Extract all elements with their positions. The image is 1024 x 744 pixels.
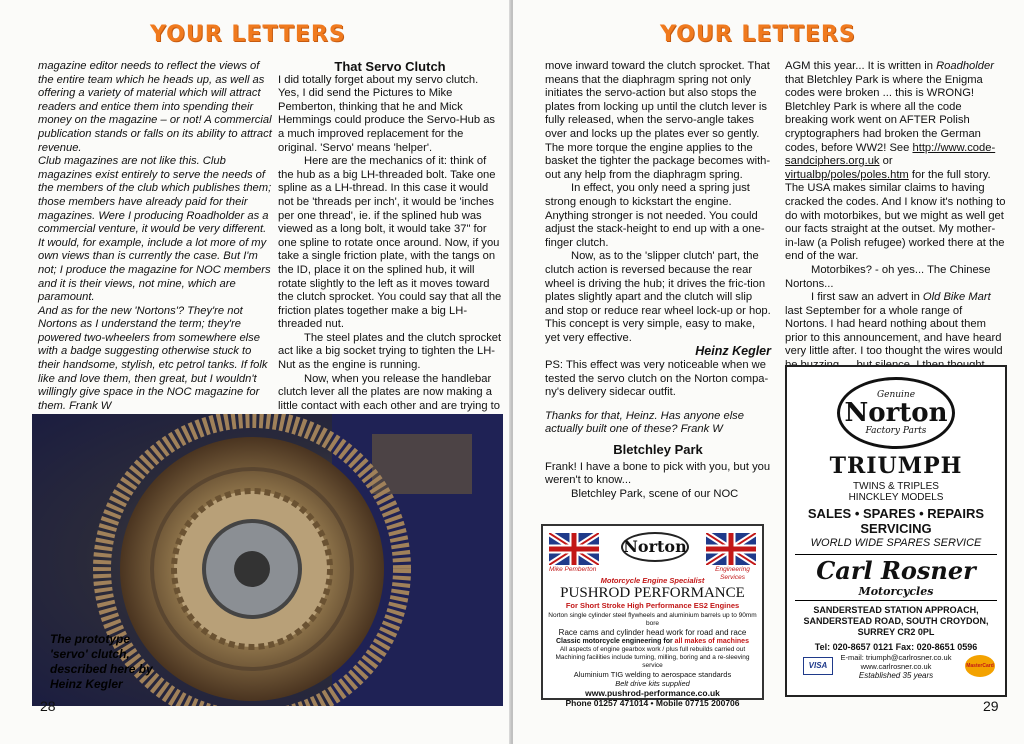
ad-website[interactable]: www.carlrosner.co.uk (860, 662, 932, 671)
ad-phone: Phone 01257 471014 • Mobile 07715 200706 (565, 698, 740, 708)
carl-rosner-logo: Carl Rosner (816, 556, 976, 585)
page-header: YOUR LETTERS (150, 22, 346, 47)
page-number: 28 (40, 698, 56, 714)
ad-line: Aluminium TIG welding to aerospace standards (573, 670, 732, 679)
paragraph: Motorbikes? - oh yes... The Chinese Nortons... (785, 263, 991, 290)
ad-line: Norton single cylinder steel flywheels and aluminium barrels up to 90mm bore (548, 612, 757, 627)
ad-subtitle: For Short Stroke High Performance ES2 Engines (565, 601, 740, 610)
servo-clutch-letter (278, 60, 502, 413)
pushrod-performance-advert (541, 524, 764, 708)
paragraph: Now, when you release the handlebar clutch lever all the plates are now making a little contact with each other and are trying to (278, 372, 501, 412)
photo-caption: The prototype 'servo' clutch, described here by Heinz Kegler (50, 632, 153, 691)
paragraph: Club magazines are not like this. Club magazines exist entirely to serve the needs of the members of the club which publishes them; those members have already paid for their magazines. Were I producing Roadholder as a commercial venture, it would be very different. It would, for example, include a lot more of my own views than is currently the case. But I'm not; I produce the magazine for NOC members and it is their views, not mine, which are paramount. (38, 155, 272, 304)
letter-title: That Servo Clutch (334, 59, 446, 74)
letter-signature: Heinz Kegler (695, 344, 771, 359)
ad-line: All aspects of engine gearbox work / plus full rebuilds carried out (559, 646, 746, 653)
ad-line: Machining facilities include turning, milling, boring and a re-sleeving service (555, 654, 750, 669)
paragraph: Now, as to the 'slipper clutch' part, the clutch action is reversed because the rear wheel is driving the hub; it drives the fric-tion plates slightly apart and the clutch will slip and stop or reduce rear wheel lock-up or hop. This concept is very simple, easy to make, yet very effective. (545, 250, 771, 344)
union-jack-icon (549, 533, 599, 565)
paragraph: The steel plates and the clutch sprocket act like a big socket trying to tighten the LH-Nut as the engine is running. (278, 331, 502, 372)
carl-rosner-advert: Genuine Norton Factory Parts TRIUMPH TWINS & TRIPLES HINCKLEY MODELS SALES • SPARES • REPAIRS SERVICING WORLD WIDE SPARES SERVICE Carl Rosner Motorcycles SANDERSTEAD STATION APPROACH, SANDERSTEAD ROAD, SOUTH CROYDON, SURREY CR2 0PL Tel: 020-8657 0121 Fax: 020-8651 0596 VISA MasterCard E-mail: triumph@carlrosner.co.uk www.carlrosner.co.uk Established 35 years (785, 365, 1007, 697)
editor-reply-column (38, 60, 274, 413)
paragraph: Frank! I have a bone to pick with you, but you weren't to know... (545, 460, 771, 487)
page-number: 29 (983, 698, 999, 714)
poles-link[interactable]: virtualbp/poles/poles.htm (785, 168, 909, 181)
ad-line: Classic motorcycle engineering for all makes of machines (556, 638, 749, 645)
norton-logo: Norton (621, 532, 689, 562)
paragraph: Here are the mechanics of it: think of the hub as a big LH-threaded bolt. Take one spline as a LH-thread. In this case it would not be 'threads per inch', it would be 'inches per one thread', ie. if the splined hub was viewed as a long bolt, it would take 37" for one spline to rotate once around. Now, if you take a single friction plate, with the tangs on the ID, place it on the splined hub, it will rotate slightly to the left as it moves toward the clutch sprocket. You could say that all the friction plates together make a big LH-threaded nut. (278, 155, 502, 331)
norton-factory-parts-logo: Genuine Norton Factory Parts (837, 377, 955, 449)
triumph-logo: TRIUMPH (829, 453, 963, 479)
bletchley-letter-column (785, 60, 1007, 373)
ad-line: Race cams and cylinder head work for road and race (558, 628, 747, 637)
paragraph: In effect, you only need a spring just strong enough to kickstart the engine. Anything stronger is not needed. You could adjust the stack-height to end up with a one-finger clutch. (545, 182, 765, 249)
left-page (0, 0, 511, 744)
paragraph: Bletchley Park, scene of our NOC (571, 487, 739, 500)
mastercard-icon: MasterCard (965, 655, 995, 677)
paragraph: move inward toward the clutch sprocket. That means that the diaphragm spring not only initiates the servo-action but also stops the plates from locking up until the clutch lever is fully released, when the servo-angle takes over and locks up the plates ever so gently. The more torque the engine applies to the basket the tighter the package becomes with-out any help from the diaphragm spring. (545, 60, 771, 181)
servo-clutch-photo (32, 414, 503, 706)
paragraph: AGM this year... It is written in Roadholder that Bletchley Park is where the Enigma codes were broken ... this is WRONG! Bletchley Park is where all the code breaking work went on AFTER Polish cryptographers had broken the German codes, before WW2! See http://www.code-sandciphers.org.uk or virtualbp/poles/poles.htm for the full story. The USA makes similar claims to having cracked the codes. And I know it's nothing to do with motorbikes, but we might as well get our facts straight at the outset. My mother-in-law (a Polish refugee) worked there at the end of the war. (785, 60, 1006, 263)
paragraph: I first saw an advert in Old Bike Mart last September for a whole range of Nortons. I had heard nothing about them prior to this announcement, and have heard very little after. I too thought the wires would (785, 291, 1003, 358)
page-header: YOUR LETTERS (660, 22, 856, 47)
ad-email[interactable]: E-mail: triumph@carlrosner.co.uk (840, 653, 952, 662)
ad-line: Belt drive kits supplied (615, 679, 690, 688)
ad-tagline: Motorcycle Engine Specialist (600, 576, 705, 585)
visa-icon: VISA (803, 657, 833, 675)
letter-continuation-column (545, 60, 771, 501)
paragraph: I did totally forget about my servo clutch. Yes, I did send the Pictures to Mike Pemberton, thinking that he and Mick Hemmings could produce the Servo-Hub as a much improved replacement for the original. 'Servo' means 'helper'. (278, 73, 496, 154)
postscript: PS: This effect was very noticeable when we tested the servo clutch on the Norton compa-ny's delivery sidecar outfit. (545, 359, 769, 399)
union-jack-icon (706, 533, 756, 565)
editor-reply: Thanks for that, Heinz. Has anyone else actually built one of these? Frank W (545, 409, 744, 436)
paragraph: And as for the new 'Nortons'? They're not Nortons as I understand the term; they're powered two-wheelers from somewhere else with a badge suggesting otherwise stuck to their handsome, stylish, etc petrol tanks. If folk like and love them, then great, but I wouldn't willingly give space in the NOC magazine for them. Frank W (38, 304, 268, 412)
right-page (513, 0, 1024, 744)
paragraph: magazine editor needs to reflect the views of the entire team which he heads up, as well as offering a variety of material which will attract readers and entice them into spending their money on the magazine – or not! A commercial publication stands or falls on its ability to attract revenue. (38, 60, 272, 154)
ad-phone: Tel: 020-8657 0121 Fax: 020-8651 0596 (814, 642, 978, 652)
ad-company-name: PUSHROD PERFORMANCE (560, 585, 745, 601)
ad-website[interactable]: www.pushrod-performance.co.uk (585, 688, 720, 698)
letter-title: Bletchley Park (613, 442, 703, 458)
code-and-ciphers-link[interactable]: http://www.code-sandciphers.org.uk (785, 141, 996, 168)
flag-caption: Mike Pemberton (549, 566, 597, 573)
flag-caption: Engineering Services (715, 566, 750, 581)
